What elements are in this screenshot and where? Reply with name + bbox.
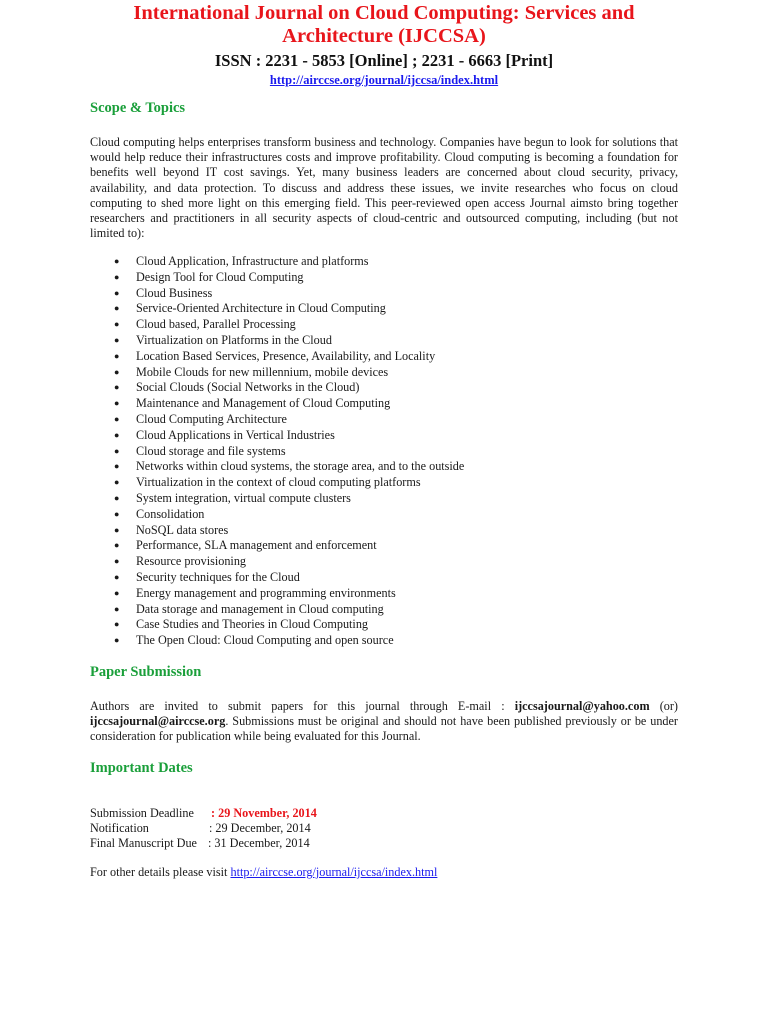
notification-value: : 29 December, 2014 xyxy=(209,821,311,835)
topic-item xyxy=(90,349,464,365)
topic-text: Cloud based, Parallel Processing xyxy=(136,317,296,332)
topic-text: Cloud Business xyxy=(136,285,213,300)
topic-text: Case Studies and Theories in Cloud Computing xyxy=(136,617,369,632)
bullet-icon: ● xyxy=(114,492,120,503)
bullet-icon: ● xyxy=(114,319,120,330)
topic-text: Security techniques for the Cloud xyxy=(136,569,300,584)
submission-text-2: (or) xyxy=(649,699,678,713)
bullet-icon: ● xyxy=(114,413,120,424)
topic-text: Resource provisioning xyxy=(136,554,247,569)
bullet-icon: ● xyxy=(114,350,120,361)
journal-title-line-1: International Journal on Cloud Computing: Services and xyxy=(133,2,635,24)
topic-text: Consolidation xyxy=(136,506,205,521)
topic-text: Networks within cloud systems, the storage area, and to the outside xyxy=(136,459,465,474)
topic-text: Data storage and management in Cloud computing xyxy=(136,601,384,616)
bullet-icon: ● xyxy=(114,619,120,630)
bullet-icon: ● xyxy=(114,477,120,488)
bullet-icon: ● xyxy=(114,271,120,282)
topic-text: Cloud Computing Architecture xyxy=(136,411,287,426)
bullet-icon: ● xyxy=(114,256,120,266)
topic-item xyxy=(90,365,464,381)
bullet-icon: ● xyxy=(114,445,120,456)
deadline-row xyxy=(90,806,317,821)
topic-item xyxy=(90,459,464,475)
topic-item xyxy=(90,317,464,333)
email-yahoo: ijccsajournal@yahoo.com xyxy=(514,699,650,713)
topic-text: Performance, SLA management and enforcement xyxy=(136,538,377,553)
topic-item xyxy=(90,396,464,412)
topic-text: Virtualization on Platforms in the Cloud xyxy=(136,332,332,347)
bullet-icon: ● xyxy=(114,635,120,646)
bullet-icon: ● xyxy=(114,461,120,472)
topic-item xyxy=(90,538,464,554)
paper-submission-heading: Paper Submission xyxy=(90,664,202,680)
topic-item xyxy=(90,523,464,539)
final-manuscript-label: Final Manuscript Due xyxy=(90,836,197,850)
topic-item xyxy=(90,380,464,396)
deadline-value: : 29 November, 2014 xyxy=(211,806,317,820)
scope-paragraph: Cloud computing helps enterprises transform business and technology. Companies have begun to look for solutions that would help reduce their infrastructures costs and improve profitability. Cloud computing is becoming a foundation for benefits well beyond IT cost savings. Yet, many business leaders are concerned about cloud security, privacy, availability, and data protection. To discuss and address these issues, we invite researches who focus on cloud computing to shed more light on this emerging field. This peer-reviewed open access Journal aimsto bring together researchers and practitioners in all security aspects of cloud-centric and outsourced computing, including (but not limited to): xyxy=(90,135,678,241)
topics-list xyxy=(90,254,464,649)
topic-text: NoSQL data stores xyxy=(136,522,229,537)
submission-text-1: Authors are invited to submit papers for this journal through E-mail : xyxy=(90,699,515,713)
topic-text: The Open Cloud: Cloud Computing and open source xyxy=(136,633,394,648)
topic-text: Virtualization in the context of cloud computing platforms xyxy=(136,475,421,490)
topic-text: Cloud Application, Infrastructure and platforms xyxy=(136,254,369,268)
topic-item xyxy=(90,570,464,586)
topic-text: Location Based Services, Presence, Availability, and Locality xyxy=(136,348,436,363)
journal-title xyxy=(0,2,768,48)
bullet-icon: ● xyxy=(114,540,120,551)
important-dates-heading: Important Dates xyxy=(90,760,193,776)
bullet-icon: ● xyxy=(114,382,120,393)
email-airccse: ijccsajournal@airccse.org xyxy=(90,714,226,729)
final-manuscript-value: : 31 December, 2014 xyxy=(208,836,310,850)
bullet-icon: ● xyxy=(114,334,120,345)
topic-text: Maintenance and Management of Cloud Computing xyxy=(136,396,391,411)
bullet-icon: ● xyxy=(114,508,120,519)
topic-item xyxy=(90,491,464,507)
scope-heading: Scope & Topics xyxy=(90,100,186,116)
notification-row xyxy=(90,821,317,836)
topic-item xyxy=(90,586,464,602)
topic-text: Cloud Applications in Vertical Industries xyxy=(136,427,335,442)
topic-text: System integration, virtual compute clusters xyxy=(136,490,351,505)
journal-url-link[interactable]: http://airccse.org/journal/ijccsa/index.html xyxy=(269,73,499,87)
topic-item xyxy=(90,286,464,302)
topic-item xyxy=(90,554,464,570)
deadline-label: Submission Deadline xyxy=(90,806,194,820)
notification-label: Notification xyxy=(90,821,149,835)
final-manuscript-row xyxy=(90,836,317,851)
submission-paragraph xyxy=(90,699,678,745)
footer-url-link[interactable]: http://airccse.org/journal/ijccsa/index.html xyxy=(230,865,438,879)
topic-text: Energy management and programming environments xyxy=(136,585,396,600)
topic-item xyxy=(90,301,464,317)
bullet-icon: ● xyxy=(114,398,120,409)
topic-item xyxy=(90,475,464,491)
topic-text: Social Clouds (Social Networks in the Cloud) xyxy=(136,380,360,395)
topic-text: Service-Oriented Architecture in Cloud Computing xyxy=(136,301,386,316)
topic-item xyxy=(90,602,464,618)
topic-item xyxy=(90,428,464,444)
bullet-icon: ● xyxy=(114,603,120,614)
topic-text: Cloud storage and file systems xyxy=(136,443,286,458)
bullet-icon: ● xyxy=(114,287,120,298)
journal-title-line-2: Architecture (IJCCSA) xyxy=(282,25,486,47)
bullet-icon: ● xyxy=(114,587,120,598)
topic-item xyxy=(90,333,464,349)
topic-item xyxy=(90,444,464,460)
bullet-icon: ● xyxy=(114,429,120,440)
issn-line: ISSN : 2231 - 5853 [Online] ; 2231 - 6663 [Print] xyxy=(214,51,554,70)
bullet-icon: ● xyxy=(114,303,120,314)
submission-text-3: . Submissions must be original and should not have been published previously or be under consideration for publication while being evaluated for this Journal. xyxy=(90,714,678,744)
topic-item xyxy=(90,412,464,428)
footer-text: For other details please visit xyxy=(90,865,231,879)
topic-item xyxy=(90,617,464,633)
topic-item xyxy=(90,270,464,286)
topic-text: Mobile Clouds for new millennium, mobile devices xyxy=(136,364,389,379)
journal-header xyxy=(0,0,768,89)
bullet-icon: ● xyxy=(114,524,120,535)
topic-item xyxy=(90,254,464,270)
bullet-icon: ● xyxy=(114,556,120,567)
dates-block xyxy=(90,806,317,851)
footer-line xyxy=(90,865,437,880)
topic-item xyxy=(90,507,464,523)
bullet-icon: ● xyxy=(114,571,120,582)
bullet-icon: ● xyxy=(114,366,120,377)
topic-text: Design Tool for Cloud Computing xyxy=(136,269,304,284)
topic-item xyxy=(90,633,464,649)
